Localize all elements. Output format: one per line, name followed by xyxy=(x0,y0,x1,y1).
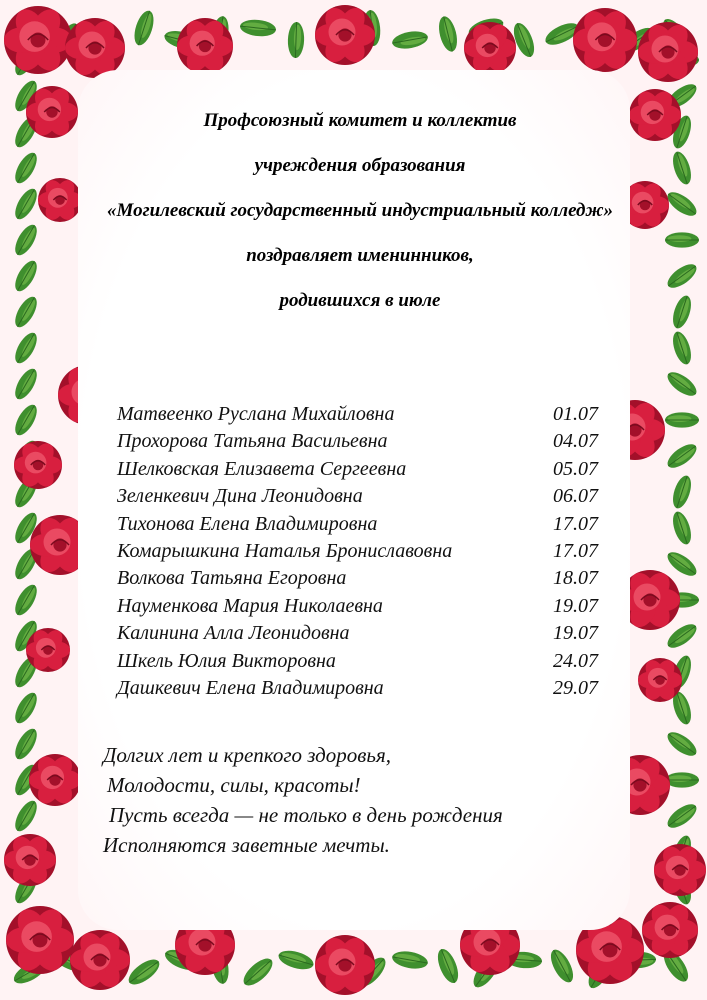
poem-line-3: Пусть всегда — не только в день рождения xyxy=(109,803,503,827)
heading-line-3: «Могилевский государственный индустриальный колледж» xyxy=(106,200,614,221)
birthday-row xyxy=(117,428,617,455)
person-name: Науменкова Мария Николаевна xyxy=(117,594,383,617)
birth-date: 19.07 xyxy=(553,594,598,617)
birth-date: 29.07 xyxy=(553,676,598,699)
birth-date: 06.07 xyxy=(553,485,598,508)
leaf xyxy=(665,772,699,787)
heading-line-2: учреждения образования xyxy=(254,155,466,176)
birthday-row xyxy=(117,456,617,483)
birth-date: 24.07 xyxy=(553,649,598,672)
birth-date: 01.07 xyxy=(553,403,598,425)
person-name: Комарышкина Наталья Брониславовна xyxy=(117,539,453,562)
birth-date: 04.07 xyxy=(553,430,598,453)
heading-line-5: родившихся в июле xyxy=(279,290,441,311)
birthday-row xyxy=(117,620,617,647)
person-name: Шкель Юлия Викторовна xyxy=(117,649,336,672)
birthday-row xyxy=(117,565,617,592)
heading-line-4: поздравляет именинников, xyxy=(246,245,474,266)
birthday-list xyxy=(117,401,617,702)
birth-date: 17.07 xyxy=(553,512,598,535)
person-name: Тихонова Елена Владимировна xyxy=(117,512,378,535)
heading-line-1: Профсоюзный комитет и коллектив xyxy=(203,110,517,131)
poem-line-4: Исполняются заветные мечты. xyxy=(103,833,390,857)
birth-date: 17.07 xyxy=(553,539,598,562)
leaf xyxy=(665,412,699,427)
birth-date: 05.07 xyxy=(553,457,598,480)
greeting-poem xyxy=(103,740,623,860)
birthday-row xyxy=(117,593,617,620)
poem-line-1: Долгих лет и крепкого здоровья, xyxy=(103,743,391,767)
birthday-row xyxy=(117,511,617,538)
person-name: Дашкевич Елена Владимировна xyxy=(117,676,384,699)
birthday-row xyxy=(117,675,617,702)
person-name: Матвеенко Руслана Михайловна xyxy=(117,403,395,425)
person-name: Калинина Алла Леонидовна xyxy=(117,622,350,645)
birthday-row xyxy=(117,401,617,428)
birth-date: 18.07 xyxy=(553,567,598,590)
poem-line-2: Молодости, силы, красоты! xyxy=(107,773,361,797)
birth-date: 19.07 xyxy=(553,622,598,645)
person-name: Прохорова Татьяна Васильевна xyxy=(117,430,388,453)
leaf xyxy=(665,232,699,247)
person-name: Волкова Татьяна Егоровна xyxy=(117,567,347,590)
person-name: Зеленкевич Дина Леонидовна xyxy=(117,485,363,508)
birthday-row xyxy=(117,483,617,510)
birthday-row xyxy=(117,648,617,675)
birthday-row xyxy=(117,538,617,565)
person-name: Шелковская Елизавета Сергеевна xyxy=(117,457,407,480)
greeting-heading xyxy=(60,98,660,323)
